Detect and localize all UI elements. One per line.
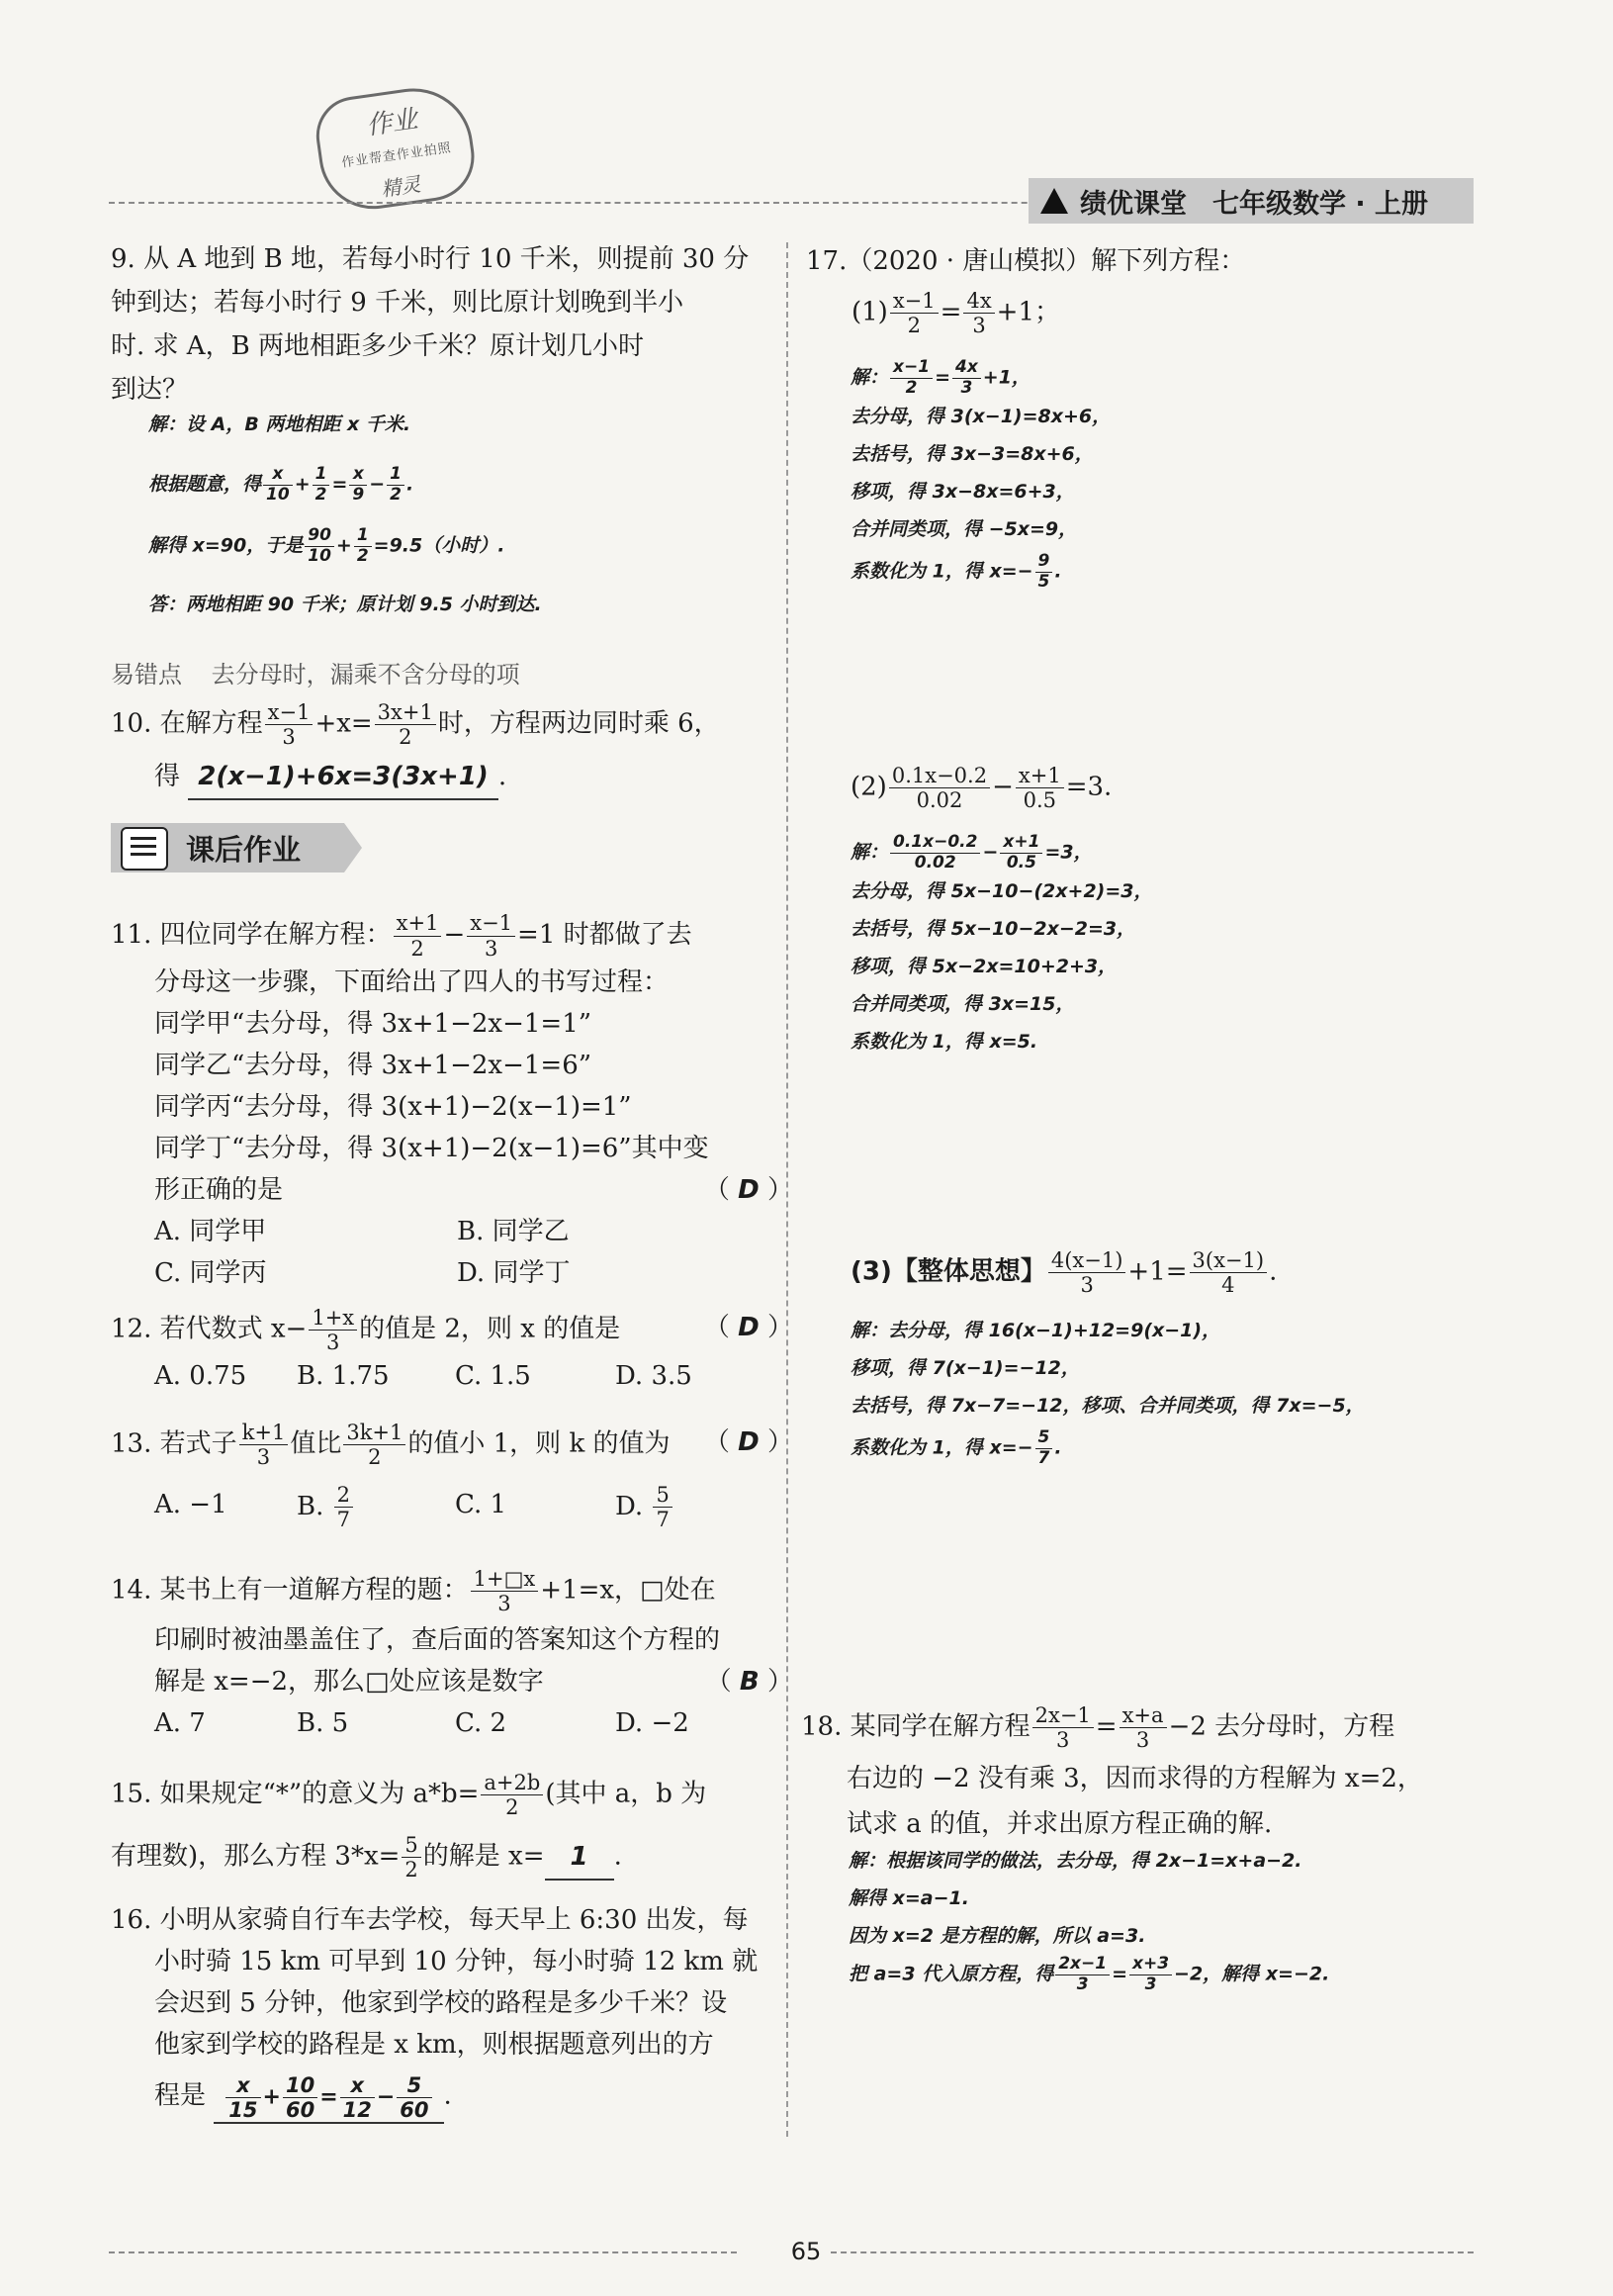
q16-line: 他家到学校的路程是 x km，则根据题意列出的方: [154, 2030, 714, 2060]
fraction: $\frac{5}{7}$: [653, 1483, 672, 1531]
q17-part-label: (2): [851, 772, 887, 802]
q9-sol-eq: 根据题意，得 $\frac{x}{10}$ + $\frac{1}{2}$ = $\frac{x}{9}$ − $\frac{1}{2}$ .: [148, 464, 414, 505]
fraction: $\frac{1}{2}$: [387, 465, 404, 505]
q14-text: +1=x，□处在: [540, 1575, 716, 1606]
homework-banner: [111, 823, 344, 872]
option: C. 1: [455, 1490, 507, 1520]
q9-solution: [148, 406, 781, 623]
option: B. 1.75: [297, 1361, 390, 1392]
option: D. 同学丁: [457, 1258, 571, 1288]
fraction: $\frac{4x}{3}$: [963, 289, 994, 337]
triangle-icon: [1040, 188, 1068, 214]
q11-line: 形正确的是: [154, 1175, 284, 1205]
fraction: $\frac{2x-1}{3}$: [1032, 1703, 1094, 1752]
sol-prefix: 解：: [851, 841, 889, 864]
q9-line: 9. 从 A 地到 B 地，若每小时行 10 千米，则提前 30 分: [111, 244, 750, 274]
sol-line: 系数化为 1，得 x=−: [851, 1436, 1033, 1459]
stamp-line3: 精灵: [379, 171, 422, 202]
q16-line: 会迟到 5 分钟，他家到学校的路程是多少千米？设: [154, 1988, 728, 2018]
option: D. −2: [615, 1708, 689, 1739]
fraction: $\frac{90}{10}$: [305, 526, 334, 566]
option: A. 0.75: [154, 1361, 247, 1392]
sol-line: 合并同类项，得 3x=15，: [851, 993, 1075, 1016]
sol-line: 解：根据该同学的做法，去分母，得 2x−1=x+a−2.: [849, 1850, 1302, 1872]
footer-divider-right: [831, 2251, 1474, 2253]
q9-sol-text: 根据题意，得: [148, 473, 262, 496]
q15-text: 的解是 x=: [422, 1841, 545, 1872]
fraction: $\frac{4x}{3}$: [952, 358, 981, 398]
option: C. 同学丙: [154, 1258, 267, 1288]
q18-text: 18. 某同学在解方程: [801, 1711, 1031, 1742]
q10-text: 时，方程两边同时乘 6，: [437, 708, 720, 739]
q11-line: 同学乙“去分母，得 3x+1−2x−1=6”: [154, 1051, 592, 1080]
sol-prefix: 解：: [851, 366, 889, 389]
header-banner: [1029, 178, 1474, 224]
fraction: $\frac{3x+1}{2}$: [375, 700, 436, 749]
option: B.: [297, 1491, 324, 1521]
q17-part2-solution: 解： $\frac{0.1x-0.2}{0.02}$ − $\frac{x+1}{0.5}$ =3， 去分母，得 5x−10−(2x+2)=3， 去括号，得 5x−10−2x−2=3， 移项，得 5x−2x=10+2+3， 合并同类项，得 3x=15， 系数化为 1，得 x=5.: [851, 833, 1464, 1060]
q14-line: 解是 x=−2，那么□处应该是数字: [154, 1667, 544, 1698]
q17-part-label: (3)【整体思想】: [851, 1256, 1046, 1287]
question-11: 11. 四位同学在解方程： $\frac{x+1}{2}$ − $\frac{x-1}{3}$ =1 时都做了去 分母这一步骤，下面给出了四人的书写过程： 同学甲“去分母，得 3x+1−2x−1=1” 同学乙“去分母，得 3x+1−2x−1=6” 同学丙“去分母，得 3(x+1)−2(x−1)=1” 同学丁“去分母，得 3(x+1)−2(x−1)=6”其中变 形正确的是 （ D ） A. 同学甲 B. 同学乙 C. 同学丙 D. 同学丁: [111, 908, 783, 1294]
q17-part2: (2) $\frac{0.1x-0.2}{0.02}$ − $\frac{x+1}{0.5}$ =3.: [851, 764, 1113, 813]
fraction: $\frac{x}{15}$: [225, 2073, 260, 2122]
fraction: $\frac{a+2b}{2}$: [481, 1771, 543, 1819]
sol-line: 去分母，得 3(x−1)=8x+6，: [851, 406, 1112, 428]
fraction: $\frac{1+x}{3}$: [309, 1306, 357, 1354]
q15-text: 15. 如果规定“*”的意义为 a*b=: [111, 1779, 480, 1809]
q11-text: 11. 四位同学在解方程：: [111, 920, 392, 950]
fraction: $\frac{5}{2}$: [402, 1833, 420, 1882]
footer-divider-left: [109, 2251, 737, 2253]
fraction: $\frac{x+a}{3}$: [1120, 1703, 1167, 1752]
q14-text: 14. 某书上有一道解方程的题：: [111, 1575, 469, 1606]
fraction: $\frac{k+1}{3}$: [239, 1421, 289, 1469]
q17-part3-solution: 解：去分母，得 16(x−1)+12=9(x−1)， 移项，得 7(x−1)=−12， 去括号，得 7x−7=−12，移项、合并同类项，得 7x=−5， 系数化为 1，得 x=− $\frac{5}{7}$ .: [851, 1312, 1483, 1468]
q16-answer: $\frac{x}{15}$ + $\frac{10}{60}$ = $\frac{x}{12}$ − $\frac{5}{60}$: [214, 2073, 443, 2124]
tip-text: 去分母时，漏乘不含分母的项: [211, 661, 520, 689]
q15-answer: 1: [545, 1835, 614, 1881]
q9-line: 时. 求 A，B 两地相距多少千米？原计划几小时: [111, 331, 644, 361]
q12-text: 的值是 2，则 x 的值是: [359, 1314, 621, 1344]
sol-line: 解得 x=a−1.: [849, 1887, 969, 1909]
option: B. 5: [297, 1708, 349, 1739]
sol-line: 去分母，得 5x−10−(2x+2)=3，: [851, 880, 1153, 903]
question-12: 12. 若代数式 x− $\frac{1+x}{3}$ 的值是 2，则 x 的值是 （ D ） A. 0.75 B. 1.75 C. 1.5 D. 3.5: [111, 1306, 783, 1398]
q16-line: 16. 小明从家骑自行车去学校，每天早上 6:30 出发，每: [111, 1905, 749, 1935]
book-title: 七年级数学 · 上册: [1212, 188, 1429, 220]
sol-line: 系数化为 1，得 x=−: [851, 560, 1033, 583]
question-13: 13. 若式子 $\frac{k+1}{3}$ 值比 $\frac{3k+1}{2}$ 的值小 1，则 k 的值为 （ D ） A. −1 B. $\frac{2}{7}$ C. 1 D. $\frac{5}{7}$: [111, 1421, 793, 1532]
question-15: 15. 如果规定“*”的意义为 a*b= $\frac{a+2b}{2}$ (其中 a，b 为 有理数)，那么方程 3*x= $\frac{5}{2}$ 的解是 x= 1 .: [111, 1771, 707, 1883]
q17-part1-solution: 解： $\frac{x-1}{2}$ = $\frac{4x}{3}$ +1， 去分母，得 3(x−1)=8x+6， 去括号，得 3x−3=8x+6， 移项，得 3x−8x=6+3， 合并同类项，得 −5x=9， 系数化为 1，得 x=− $\frac{9}{5}$ .: [851, 358, 1464, 592]
q12-text: 12. 若代数式 x−: [111, 1314, 308, 1344]
option: A. −1: [154, 1490, 227, 1520]
option: A. 同学甲: [154, 1217, 267, 1246]
fraction: $\frac{x-1}{3}$: [265, 700, 314, 749]
q11-answer: D: [738, 1175, 760, 1205]
sol-line: 合并同类项，得 −5x=9，: [851, 518, 1078, 541]
fraction: $\frac{5}{60}$: [397, 2073, 431, 2122]
tip-label: 易错点: [111, 661, 182, 689]
q16-text: 程是: [154, 2080, 207, 2111]
fraction: $\frac{0.1x-0.2}{0.02}$: [889, 764, 990, 812]
q9-line: 钟到达；若每小时行 9 千米，则比原计划晚到半小: [111, 288, 684, 318]
option: D.: [615, 1491, 644, 1521]
option: A. 7: [154, 1708, 206, 1739]
q17-part-label: (1): [851, 297, 888, 327]
fraction: $\frac{2x-1}{3}$: [1055, 1955, 1110, 1994]
watermark-stamp: [312, 81, 481, 217]
sol-line: 因为 x=2 是方程的解，所以 a=3.: [849, 1925, 1146, 1947]
fraction: $\frac{0.1x-0.2}{0.02}$: [890, 833, 980, 872]
q11-line: 同学甲“去分母，得 3x+1−2x−1=1”: [154, 1009, 592, 1039]
sol-line: 去括号，得 7x−7=−12，移项、合并同类项，得 7x=−5，: [851, 1395, 1365, 1417]
question-9: [111, 237, 783, 412]
brand-title: 绩优课堂: [1080, 188, 1187, 220]
sol-line: 去括号，得 5x−10−2x−2=3，: [851, 918, 1136, 941]
fraction: $\frac{x}{12}$: [340, 2073, 375, 2122]
q18-solution: 解：根据该同学的做法，去分母，得 2x−1=x+a−2. 解得 x=a−1. 因为 x=2 是方程的解，所以 a=3. 把 a=3 代入原方程，得 $\frac{2x-1}{3}$ = $\frac{x+3}{3}$ −2，解得 x=−2.: [849, 1842, 1481, 1994]
fraction: $\frac{3(x-1)}{4}$: [1190, 1248, 1268, 1297]
sol-line: 移项，得 3x−8x=6+3，: [851, 481, 1075, 504]
sol-line: 移项，得 5x−2x=10+2+3，: [851, 956, 1118, 978]
sol-line: 把 a=3 代入原方程，得: [849, 1963, 1054, 1985]
banner-tail: [344, 823, 362, 872]
sol-line: 系数化为 1，得 x=5.: [851, 1031, 1038, 1054]
q15-text: 有理数)，那么方程 3*x=: [111, 1841, 401, 1872]
q9-line: 到达？: [111, 375, 189, 405]
q14-answer: B: [739, 1667, 760, 1698]
page-number: 65: [790, 2238, 822, 2265]
fraction: $\frac{x+1}{0.5}$: [1000, 833, 1042, 872]
q9-sol-line: 答：两地相距 90 千米；原计划 9.5 小时到达.: [148, 594, 542, 616]
q13-answer: D: [738, 1427, 760, 1457]
q10-text: 得: [154, 762, 181, 792]
sol-line: 去括号，得 3x−3=8x+6，: [851, 443, 1094, 466]
sol-line: 移项，得 7(x−1)=−12，: [851, 1357, 1080, 1379]
fraction: $\frac{10}{60}$: [283, 2073, 317, 2122]
question-14: 14. 某书上有一道解方程的题： $\frac{1+□x}{3}$ +1=x，□处在 印刷时被油墨盖住了，查后面的答案知这个方程的 解是 x=−2，那么□处应该是数字 （ B ） A. 7 B. 5 C. 2 D. −2: [111, 1567, 783, 1744]
q18-line: 右边的 −2 没有乘 3，因而求得的方程解为 x=2，: [847, 1764, 1423, 1794]
fraction: $\frac{1}{2}$: [313, 465, 330, 505]
q11-line: 同学丙“去分母，得 3(x+1)−2(x−1)=1”: [154, 1092, 632, 1122]
fraction: $\frac{x+1}{2}$: [394, 911, 442, 960]
q11-text: =1 时都做了去: [517, 920, 692, 950]
q11-line: 分母这一步骤，下面给出了四人的书写过程：: [154, 967, 670, 997]
fraction: $\frac{x+1}{0.5}$: [1016, 764, 1064, 812]
option: D. 3.5: [615, 1361, 692, 1392]
q9-sol-eq: 解得 x=90，于是 $\frac{90}{10}$ + $\frac{1}{2}$ =9.5（小时）.: [148, 525, 505, 566]
fraction: $\frac{1+□x}{3}$: [471, 1567, 539, 1615]
option: B. 同学乙: [457, 1217, 570, 1246]
fraction: $\frac{5}{7}$: [1035, 1428, 1053, 1468]
fraction: $\frac{2}{7}$: [334, 1483, 353, 1531]
fraction: $\frac{4(x-1)}{3}$: [1048, 1248, 1126, 1297]
q13-text: 值比: [290, 1428, 342, 1459]
fraction: $\frac{9}{5}$: [1035, 552, 1053, 592]
homework-title: 课后作业: [186, 832, 302, 867]
q17-title: 17.（2020 · 唐山模拟）解下列方程：: [806, 246, 1246, 276]
question-17: 17.（2020 · 唐山模拟）解下列方程： (1) $\frac{x-1}{2}$ = $\frac{4x}{3}$ +1；: [806, 239, 1479, 337]
q14-line: 印刷时被油墨盖住了，查后面的答案知这个方程的: [154, 1625, 721, 1656]
q18-text: −2 去分母时，方程: [1168, 1711, 1395, 1742]
q13-text: 的值小 1，则 k 的值为: [407, 1428, 671, 1459]
q17-part3: (3)【整体思想】 $\frac{4(x-1)}{3}$ +1= $\frac{3(x-1)}{4}$ .: [851, 1248, 1278, 1298]
option: C. 2: [455, 1708, 507, 1739]
question-10: 10. 在解方程 $\frac{x-1}{3}$ +x= $\frac{3x+1}{2}$ 时，方程两边同时乘 6， 得 2(x−1)+6x=3(3x+1) .: [111, 700, 783, 800]
q10-text: 10. 在解方程: [111, 708, 263, 739]
fraction: $\frac{1}{2}$: [354, 526, 372, 566]
q13-text: 13. 若式子: [111, 1428, 237, 1459]
option: C. 1.5: [455, 1361, 531, 1392]
q18-line: 试求 a 的值，并求出原方程正确的解.: [847, 1809, 1273, 1840]
stamp-line2: 作业帮查作业拍照: [340, 140, 453, 171]
sol-line: −2，解得 x=−2.: [1174, 1963, 1330, 1985]
stamp-line1: 作业: [364, 104, 420, 141]
fraction: $\frac{3k+1}{2}$: [343, 1421, 405, 1469]
question-16: 16. 小明从家骑自行车去学校，每天早上 6:30 出发，每 小时骑 15 km 可早到 10 分钟，每小时骑 12 km 就 会迟到 5 分钟，他家到学校的路程是多少千米？设 他家到学校的路程是 x km，则根据题意列出的方 程是 $\frac{x}{15}$ + $\frac{10}{60}$ = $\frac{x}{12}$ − $\frac{5}{60}$ .: [111, 1899, 783, 2124]
sol-line: 解：去分母，得 16(x−1)+12=9(x−1)，: [851, 1320, 1221, 1341]
q9-sol-line: 解：设 A，B 两地相距 x 千米.: [148, 413, 411, 435]
fraction: $\frac{x-1}{2}$: [890, 289, 939, 337]
fraction: $\frac{x-1}{3}$: [467, 911, 515, 960]
q9-sol-text: =9.5（小时）.: [373, 534, 505, 557]
q11-line: 同学丁“去分母，得 3(x+1)−2(x−1)=6”其中变: [154, 1134, 709, 1163]
fraction: $\frac{x-1}{2}$: [890, 358, 933, 398]
question-18: 18. 某同学在解方程 $\frac{2x-1}{3}$ = $\frac{x+a}{3}$ −2 去分母时，方程 右边的 −2 没有乘 3，因而求得的方程解为 x=2， 试求 a 的值，并求出原方程正确的解.: [801, 1703, 1483, 1847]
error-tip: [111, 655, 520, 689]
q10-answer: 2(x−1)+6x=3(3x+1): [188, 755, 498, 800]
q15-text: (其中 a，b 为: [545, 1779, 707, 1809]
fraction: $\frac{x}{10}$: [263, 465, 293, 505]
q12-answer: D: [738, 1313, 760, 1342]
q9-sol-text: 解得 x=90，于是: [148, 534, 304, 557]
notebook-pen-icon: [121, 827, 168, 871]
q16-line: 小时骑 15 km 可早到 10 分钟，每小时骑 12 km 就: [154, 1947, 759, 1976]
fraction: $\frac{x}{9}$: [349, 465, 367, 505]
fraction: $\frac{x+3}{3}$: [1129, 1955, 1172, 1994]
